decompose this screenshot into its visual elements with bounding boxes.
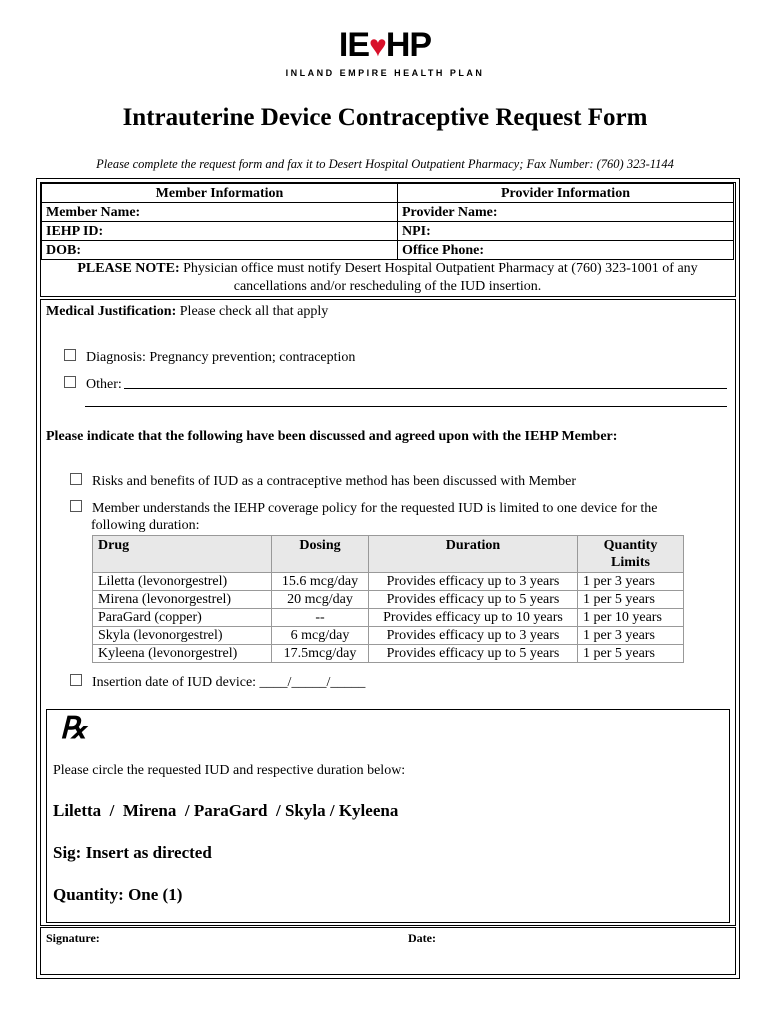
npi-field[interactable]: NPI:	[398, 222, 734, 241]
member-info-header: Member Information	[42, 184, 398, 203]
other-line-2[interactable]	[85, 406, 727, 407]
risks-checkbox[interactable]	[70, 473, 82, 485]
insertion-date-option[interactable]	[70, 674, 365, 691]
diagnosis-option[interactable]	[64, 349, 355, 366]
quantity-cell: 1 per 5 years	[578, 645, 684, 663]
iud-options[interactable]: Liletta / Mirena / ParaGard / Skyla / Kyleena	[53, 801, 399, 820]
rx-instruction: Please circle the requested IUD and respective duration below:	[53, 763, 406, 778]
logo-mark: IE♥HP	[338, 26, 432, 64]
header-drug: Drug	[93, 536, 272, 573]
signature-section	[40, 927, 736, 975]
coverage-label: Member understands the IEHP coverage policy for the requested IUD is limited to one device for the	[92, 501, 658, 516]
provider-name-field[interactable]: Provider Name:	[398, 203, 734, 222]
other-option[interactable]	[64, 376, 122, 393]
note-text: Physician office must notify Desert Hospital Outpatient Pharmacy at (760) 323-1001 of any	[183, 261, 698, 276]
diagnosis-label: Diagnosis: Pregnancy prevention; contraception	[86, 350, 356, 365]
rx-icon: ℞	[60, 712, 87, 745]
table-row	[93, 645, 684, 663]
duration-cell: Provides efficacy up to 5 years	[369, 645, 578, 663]
please-note	[41, 260, 734, 296]
justification-text: Please check all that apply	[179, 304, 329, 319]
coverage-option[interactable]	[70, 500, 658, 517]
note-label: PLEASE NOTE:	[77, 261, 180, 276]
drug-cell: Liletta (levonorgestrel)	[93, 573, 272, 591]
discussed-heading: Please indicate that the following have been discussed and agreed upon with the IEHP Member:	[46, 429, 618, 444]
duration-cell: Provides efficacy up to 3 years	[369, 573, 578, 591]
risks-label: Risks and benefits of IUD as a contraceptive method has been discussed with Member	[92, 474, 577, 489]
header-duration: Duration	[369, 536, 578, 573]
insertion-date-checkbox[interactable]	[70, 674, 82, 686]
diagnosis-checkbox[interactable]	[64, 349, 76, 361]
member-name-field[interactable]: Member Name:	[42, 203, 398, 222]
heart-icon: ♥	[369, 30, 386, 63]
sig-text: Sig: Insert as directed	[53, 843, 212, 862]
quantity-cell: 1 per 5 years	[578, 591, 684, 609]
dosing-cell: --	[272, 609, 369, 627]
iehp-logo	[0, 28, 770, 78]
quantity-text: Quantity: One (1)	[53, 885, 183, 904]
info-table	[41, 183, 734, 260]
quantity-cell: 1 per 3 years	[578, 573, 684, 591]
other-checkbox[interactable]	[64, 376, 76, 388]
note-text-2: cancellations and/or rescheduling of the IUD insertion.	[233, 279, 542, 294]
dob-field[interactable]: DOB:	[42, 241, 398, 260]
dosing-cell: 15.6 mcg/day	[272, 573, 369, 591]
medical-justification	[46, 304, 328, 320]
office-phone-field[interactable]: Office Phone:	[398, 241, 734, 260]
other-label: Other:	[86, 377, 122, 392]
drug-table	[92, 535, 684, 663]
drug-cell: Mirena (levonorgestrel)	[93, 591, 272, 609]
drug-cell: ParaGard (copper)	[93, 609, 272, 627]
table-row	[93, 627, 684, 645]
quantity-cell: 1 per 3 years	[578, 627, 684, 645]
drug-cell: Kyleena (levonorgestrel)	[93, 645, 272, 663]
iehp-id-field[interactable]: IEHP ID:	[42, 222, 398, 241]
dosing-cell: 6 mcg/day	[272, 627, 369, 645]
header-dosing: Dosing	[272, 536, 369, 573]
duration-cell: Provides efficacy up to 3 years	[369, 627, 578, 645]
risks-option[interactable]	[70, 473, 576, 490]
other-line-1[interactable]	[124, 388, 727, 389]
duration-cell: Provides efficacy up to 10 years	[369, 609, 578, 627]
table-row	[93, 573, 684, 591]
logo-subtitle: INLAND EMPIRE HEALTH PLAN	[285, 68, 485, 78]
provider-info-header: Provider Information	[398, 184, 734, 203]
dosing-cell: 17.5mcg/day	[272, 645, 369, 663]
justification-label: Medical Justification:	[46, 304, 177, 319]
signature-field[interactable]: Signature:	[46, 931, 100, 945]
header-quantity-limits: Quantity Limits	[578, 536, 684, 573]
instructions: Please complete the request form and fax it to Desert Hospital Outpatient Pharmacy; Fax Number: (760) 323-1144	[96, 157, 674, 171]
drug-cell: Skyla (levonorgestrel)	[93, 627, 272, 645]
dosing-cell: 20 mcg/day	[272, 591, 369, 609]
duration-cell: Provides efficacy up to 5 years	[369, 591, 578, 609]
coverage-checkbox[interactable]	[70, 500, 82, 512]
page-title: Intrauterine Device Contraceptive Request Form	[122, 104, 648, 131]
coverage-label-2: following duration:	[91, 518, 200, 533]
quantity-cell: 1 per 10 years	[578, 609, 684, 627]
table-row	[93, 591, 684, 609]
table-row	[93, 609, 684, 627]
insertion-date-label: Insertion date of IUD device: ____/_____/_____	[92, 675, 366, 690]
date-field[interactable]: Date:	[408, 931, 436, 945]
